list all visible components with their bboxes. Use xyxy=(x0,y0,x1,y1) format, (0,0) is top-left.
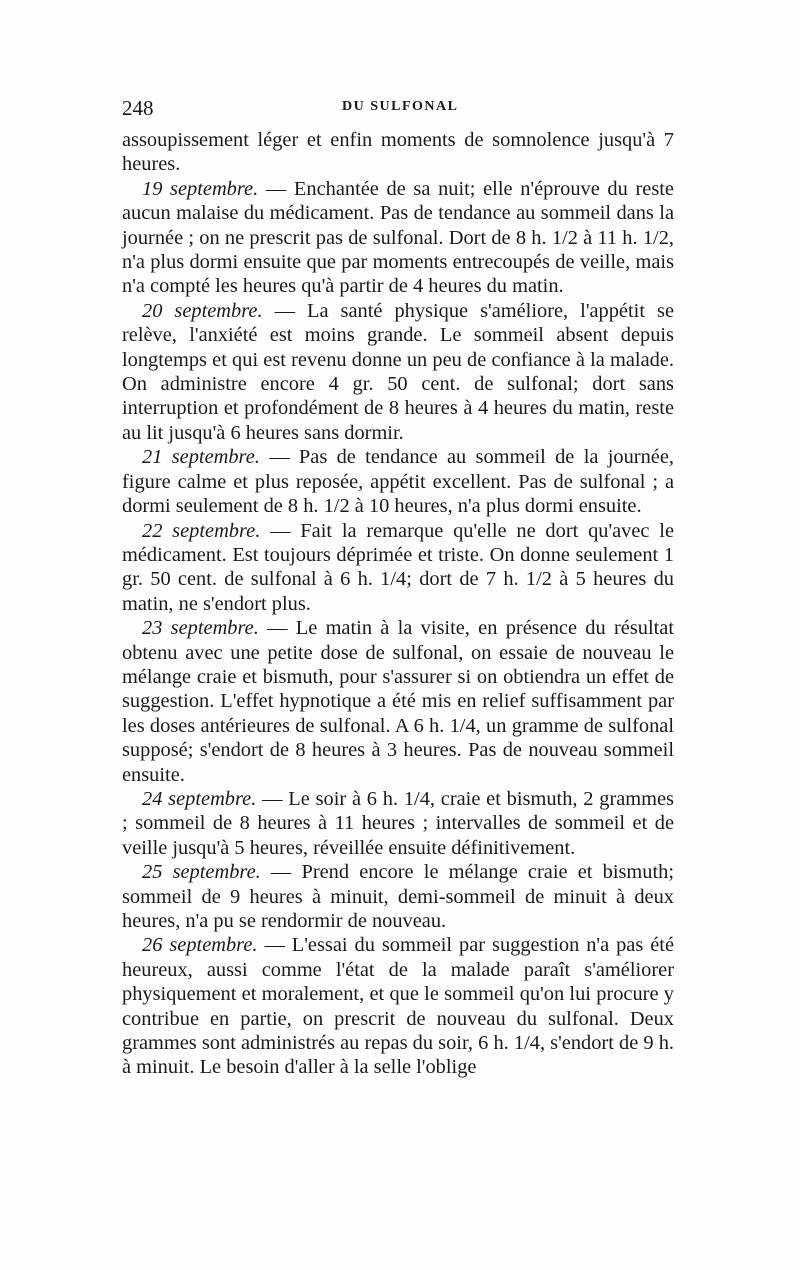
paragraph-date: 22 septembre. xyxy=(142,519,261,542)
paragraph xyxy=(122,616,674,787)
paragraph xyxy=(122,445,674,518)
paragraph-date: 20 septembre. xyxy=(142,299,263,322)
paragraph-text: — La santé physique s'améliore, l'appétit se relève, l'anxiété est moins grande. Le sommeil absent depuis longtemps et qui est revenu donne un peu de confiance à la malade. On administre encore 4 gr. 50 cent. de sulfonal; dort sans interruption et profondément de 8 heures à 4 heures du matin, reste au lit jusqu'à 6 heures sans dormir. xyxy=(122,299,674,444)
paragraph xyxy=(122,787,674,860)
paragraph-text: — Fait la remarque qu'elle ne dort qu'avec le médicament. Est toujours déprimée et triste. On donne seulement 1 gr. 50 cent. de sulfonal à 6 h. 1/4; dort de 7 h. 1/2 à 5 heures du matin, ne s'endort plus. xyxy=(122,519,674,615)
paragraph-date: 23 septembre. xyxy=(142,617,259,640)
page-body xyxy=(122,128,674,1080)
paragraph-date: 21 septembre. xyxy=(142,446,260,469)
paragraph-text: — Le soir à 6 h. 1/4, craie et bismuth, 2 grammes ; sommeil de 8 heures à 11 heures ; intervalles de sommeil et de veille jusqu'à 5 heures, réveillée ensuite définitivement. xyxy=(122,787,674,859)
paragraph-date: 24 septembre. xyxy=(142,787,257,810)
paragraph-date: 25 septembre. xyxy=(142,861,261,884)
paragraph-text: assoupissement léger et enfin moments de somnolence jusqu'à 7 heures. xyxy=(122,129,674,176)
paragraph-text: — Pas de tendance au sommeil de la journée, figure calme et plus reposée, appétit excellent. Pas de sulfonal ; a dormi seulement de 8 h. 1/2 à 10 heures, n'a plus dormi ensuite. xyxy=(122,446,674,518)
paragraph-text: — Le matin à la visite, en présence du résultat obtenu avec une petite dose de sulfonal, on essaie de nouveau le mélange craie et bismuth, pour s'assurer si on obtiendra un effet de suggestion. L'effet hypnotique a été mis en relief suffisamment par les doses antérieures de sulfonal. A 6 h. 1/4, un gramme de sulfonal supposé; s'endort de 8 heures à 3 heures. Pas de nouveau sommeil ensuite. xyxy=(122,617,674,786)
paragraph xyxy=(122,299,674,445)
running-title: DU SULFONAL xyxy=(342,99,459,114)
paragraph xyxy=(122,860,674,933)
paragraph-text: — Prend encore le mélange craie et bismuth; sommeil de 9 heures à minuit, demi-sommeil de minuit à deux heures, n'a pu se rendormir de nouveau. xyxy=(122,861,674,932)
paragraph xyxy=(122,519,674,617)
paragraph-text: — L'essai du sommeil par suggestion n'a pas été heureux, aussi comme l'état de la malade paraît s'améliorer physiquement et moralement, et que le sommeil qu'on lui procure y contribue en partie, on prescrit de nouveau du sulfonal. Deux grammes sont administrés au repas du soir, 6 h. 1/4, s'endort de 9 h. à minuit. Le besoin d'aller à la selle l'oblige xyxy=(122,934,674,1079)
page-number: 248 xyxy=(122,96,154,120)
paragraph xyxy=(122,128,674,177)
paragraph-date: 19 septembre. xyxy=(142,177,259,200)
page-header xyxy=(122,96,682,120)
paragraph xyxy=(122,933,674,1079)
paragraph xyxy=(122,177,674,299)
paragraph-date: 26 septembre. xyxy=(142,934,258,957)
paragraph-text: — Enchantée de sa nuit; elle n'éprouve du reste aucun malaise du médicament. Pas de tendance au sommeil dans la journée ; on ne prescrit pas de sulfonal. Dort de 8 h. 1/2 à 11 h. 1/2, n'a plus dormi ensuite que par moments entrecoupés de veille, mais n'a compté les heures qu'à partir de 4 heures du matin. xyxy=(122,177,674,298)
